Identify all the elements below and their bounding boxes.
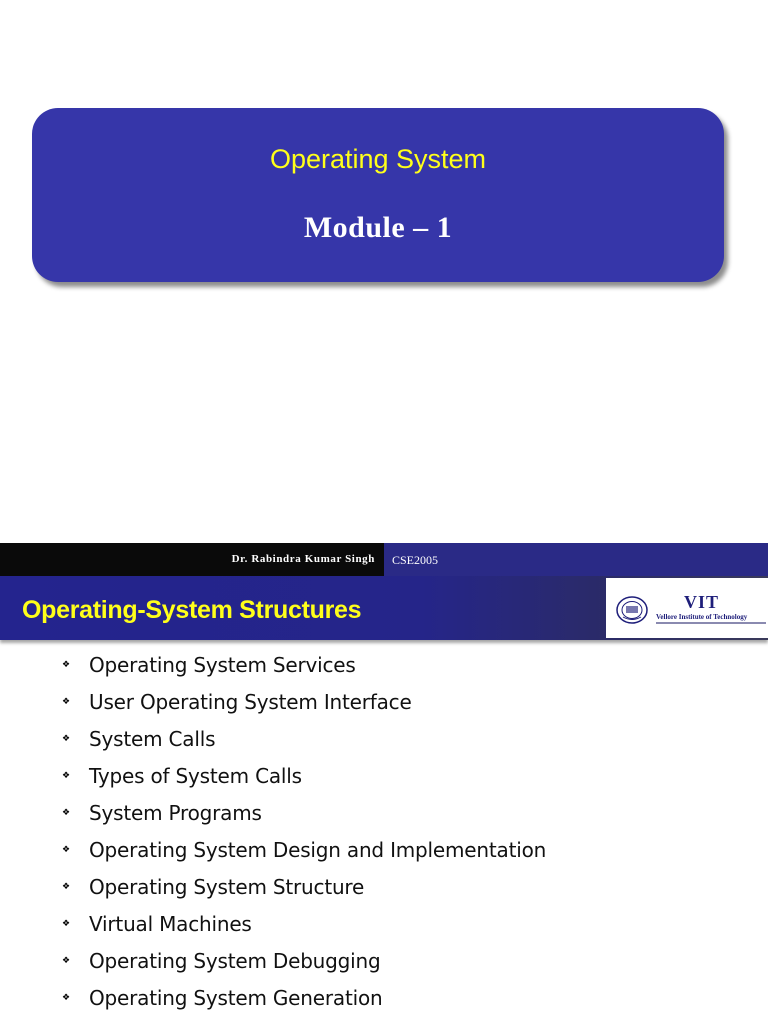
list-item bbox=[62, 724, 215, 754]
logo-name: VIT bbox=[684, 592, 720, 612]
diamond-bullet-icon: ❖ bbox=[62, 882, 71, 892]
topic-text: User Operating System Interface bbox=[89, 690, 412, 714]
course-code-box bbox=[384, 543, 768, 576]
list-item bbox=[62, 872, 364, 902]
topic-text: Virtual Machines bbox=[89, 912, 252, 936]
diamond-bullet-icon: ❖ bbox=[62, 697, 71, 707]
course-code: CSE2005 bbox=[392, 553, 439, 567]
topic-text: Operating System Debugging bbox=[89, 949, 381, 973]
author-name: Dr. Rabindra Kumar Singh bbox=[231, 553, 375, 565]
topic-text: System Programs bbox=[89, 801, 262, 825]
vit-logo bbox=[606, 578, 768, 638]
slide-heading: Operating-System Structures bbox=[22, 596, 362, 624]
diamond-bullet-icon: ❖ bbox=[62, 956, 71, 966]
list-item bbox=[62, 798, 262, 828]
diamond-bullet-icon: ❖ bbox=[62, 771, 71, 781]
diamond-bullet-icon: ❖ bbox=[62, 845, 71, 855]
list-item bbox=[62, 983, 382, 1013]
list-item bbox=[62, 835, 546, 865]
topic-text: Operating System Services bbox=[89, 653, 356, 677]
list-item bbox=[62, 761, 302, 791]
diamond-bullet-icon: ❖ bbox=[62, 919, 71, 929]
logo-underline bbox=[656, 622, 766, 624]
diamond-bullet-icon: ❖ bbox=[62, 808, 71, 818]
list-item bbox=[62, 946, 380, 976]
list-item bbox=[62, 909, 252, 939]
diamond-bullet-icon: ❖ bbox=[62, 993, 71, 1003]
topic-text: System Calls bbox=[89, 727, 216, 751]
logo-institute: Vellore Institute of Technology bbox=[656, 613, 748, 621]
vit-seal-icon bbox=[615, 595, 649, 625]
topic-text: Operating System Design and Implementation bbox=[89, 838, 547, 862]
title-box bbox=[32, 108, 724, 282]
course-title: Operating System bbox=[269, 144, 487, 174]
diamond-bullet-icon: ❖ bbox=[62, 660, 71, 670]
diamond-bullet-icon: ❖ bbox=[62, 734, 71, 744]
slide-top-bar bbox=[0, 543, 768, 576]
slide-header-banner bbox=[0, 576, 768, 640]
topic-text: Types of System Calls bbox=[89, 764, 302, 788]
topic-text: Operating System Structure bbox=[89, 875, 365, 899]
list-item bbox=[62, 650, 356, 680]
topic-text: Operating System Generation bbox=[89, 986, 383, 1010]
list-item bbox=[62, 687, 412, 717]
module-title: Module – 1 bbox=[303, 211, 453, 244]
